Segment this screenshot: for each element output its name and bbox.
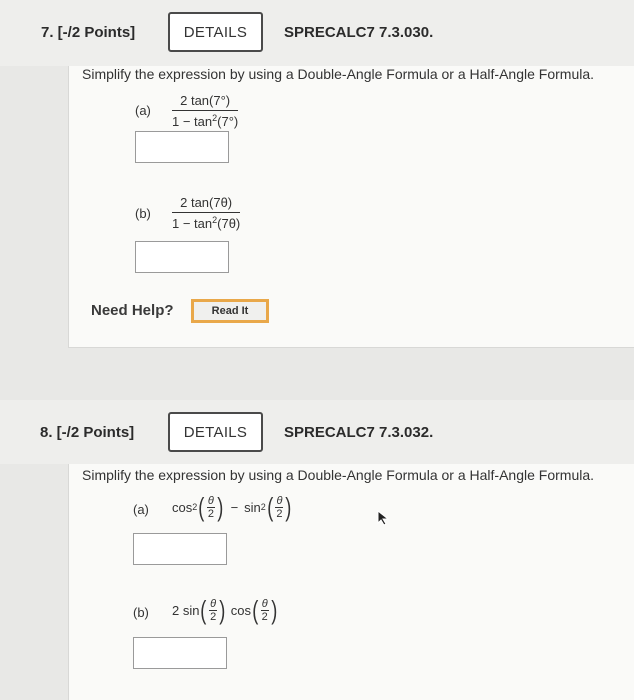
question-8-code: SPRECALC7 7.3.032. [284, 424, 434, 441]
question-7-part-a-answer-input[interactable] [135, 131, 229, 163]
question-8-details-button[interactable]: DETAILS [168, 412, 263, 452]
question-8-number: 8. [-/2 Points] [40, 424, 135, 441]
fraction-numerator: 2 tan(7°) [172, 93, 238, 111]
question-8-part-b-answer-input[interactable] [133, 637, 227, 669]
question-7-prompt: Simplify the expression by using a Double-Angle Formula or a Half-Angle Formula. [82, 66, 595, 82]
question-8-part-b-label: (b) [133, 605, 149, 620]
read-it-button[interactable]: Read It [191, 299, 269, 323]
question-7-code: SPRECALC7 7.3.030. [284, 24, 434, 41]
mouse-pointer-icon [377, 510, 391, 526]
question-7-part-b-label: (b) [135, 206, 151, 221]
fraction-denominator: $1 - \tan^2(7\theta)$ [172, 215, 241, 231]
question-8-part-a-label: (a) [133, 502, 149, 517]
question-8-part-a-expression: cos 2 ( θ 2 ) − sin 2 ( θ 2 ) [172, 492, 292, 522]
question-7-header [0, 0, 634, 66]
question-8-prompt: Simplify the expression by using a Double-Angle Formula or a Half-Angle Formula. [82, 467, 595, 483]
question-8-part-b-expression: 2 sin ( θ 2 ) cos ( θ 2 ) [172, 595, 278, 625]
fraction-denominator: $1 - \tan^2(7^\circ)$ [172, 113, 239, 129]
need-help-label: Need Help? [91, 302, 174, 319]
question-7-number: 7. [-/2 Points] [41, 24, 136, 41]
question-8-header [0, 400, 634, 464]
question-7-part-b-expression [172, 195, 240, 231]
question-7-details-button[interactable]: DETAILS [168, 12, 263, 52]
question-7-part-b-answer-input[interactable] [135, 241, 229, 273]
fraction-numerator: 2 tan(7θ) [172, 195, 240, 213]
question-7-part-a-expression [172, 93, 238, 129]
question-8-part-a-answer-input[interactable] [133, 533, 227, 565]
question-7-part-a-label: (a) [135, 103, 151, 118]
